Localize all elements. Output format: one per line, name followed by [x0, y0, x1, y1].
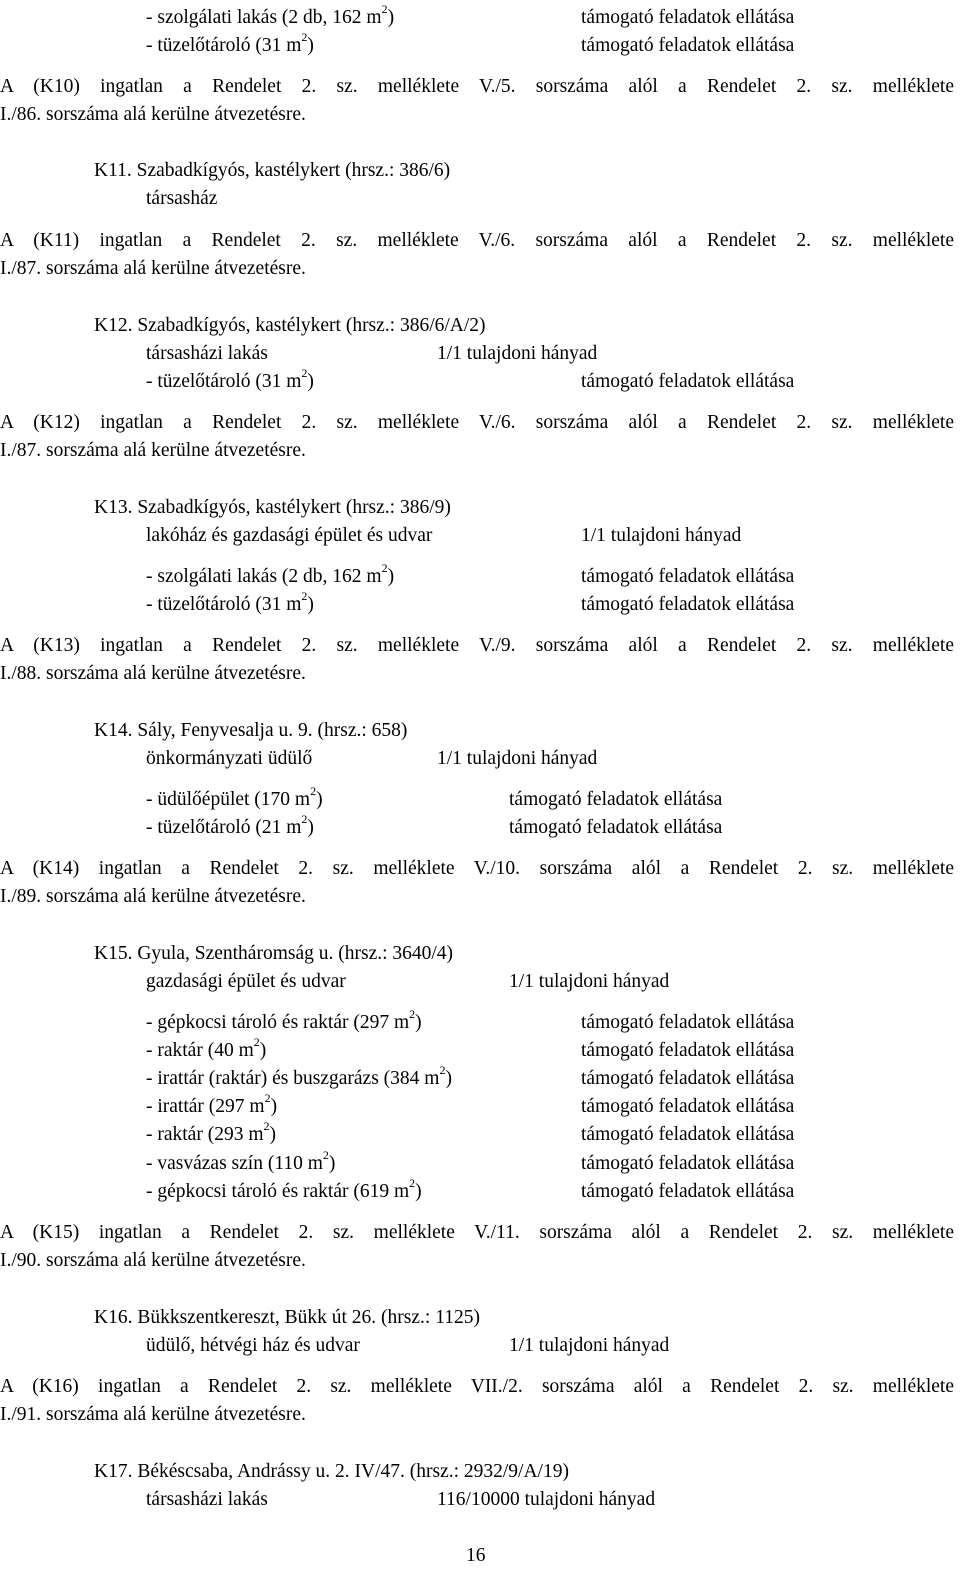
item-status: támogató feladatok ellátása	[581, 7, 795, 28]
transfer-text: A (K11) ingatlan a Rendelet 2. sz. melléklete V./6. sorszáma alól a Rendelet 2. sz. melléklete	[0, 230, 954, 251]
item-label: - szolgálati lakás (2 db, 162 $m^2$)	[146, 561, 395, 587]
property-type: társasházi lakás	[146, 1489, 268, 1510]
property-heading: K11. Szabadkígyós, kastélykert (hrsz.: 386/6)	[94, 160, 451, 181]
item-status: támogató feladatok ellátása	[509, 789, 723, 810]
item-label: - üdülőépület (170 $m^2$)	[146, 784, 323, 810]
item-label: - szolgálati lakás (2 db, 162 $m^2$)	[146, 2, 395, 28]
property-heading: K13. Szabadkígyós, kastélykert (hrsz.: 386/9)	[94, 497, 451, 518]
item-status: támogató feladatok ellátása	[581, 566, 795, 587]
ownership-share: 116/10000 tulajdoni hányad	[437, 1489, 656, 1510]
property-type: önkormányzati üdülő	[146, 748, 313, 769]
item-status: támogató feladatok ellátása	[581, 1153, 795, 1174]
transfer-text: I./91. sorszáma alá kerülne átvezetésre.	[0, 1404, 306, 1425]
item-label: - tüzelőtároló (31 $m^2$)	[146, 589, 314, 615]
ownership-share: 1/1 tulajdoni hányad	[437, 343, 598, 364]
transfer-text: A (K12) ingatlan a Rendelet 2. sz. melléklete V./6. sorszáma alól a Rendelet 2. sz. melléklete	[0, 412, 954, 433]
item-status: támogató feladatok ellátása	[581, 1068, 795, 1089]
item-status: támogató feladatok ellátása	[581, 1040, 795, 1061]
ownership-share: 1/1 tulajdoni hányad	[581, 525, 742, 546]
item-status: támogató feladatok ellátása	[581, 1181, 795, 1202]
property-type: társasház	[146, 188, 218, 209]
page-number: 16	[466, 1545, 486, 1566]
transfer-text: I./87. sorszáma alá kerülne átvezetésre.	[0, 258, 306, 279]
item-status: támogató feladatok ellátása	[581, 371, 795, 392]
item-status: támogató feladatok ellátása	[509, 817, 723, 838]
property-type: gazdasági épület és udvar	[146, 971, 346, 992]
transfer-text: A (K13) ingatlan a Rendelet 2. sz. melléklete V./9. sorszáma alól a Rendelet 2. sz. melléklete	[0, 635, 954, 656]
item-status: támogató feladatok ellátása	[581, 594, 795, 615]
property-heading: K17. Békéscsaba, Andrássy u. 2. IV/47. (hrsz.: 2932/9/A/19)	[94, 1461, 569, 1482]
item-label: - raktár (293 $m^2$)	[146, 1119, 276, 1145]
property-type: lakóház és gazdasági épület és udvar	[146, 525, 433, 546]
transfer-text: A (K10) ingatlan a Rendelet 2. sz. melléklete V./5. sorszáma alól a Rendelet 2. sz. melléklete	[0, 76, 954, 97]
transfer-text: I./88. sorszáma alá kerülne átvezetésre.	[0, 663, 306, 684]
property-heading: K12. Szabadkígyós, kastélykert (hrsz.: 386/6/A/2)	[94, 315, 486, 336]
transfer-text: I./89. sorszáma alá kerülne átvezetésre.	[0, 886, 306, 907]
transfer-text: A (K14) ingatlan a Rendelet 2. sz. melléklete V./10. sorszáma alól a Rendelet 2. sz. melléklete	[0, 858, 954, 879]
item-label: - gépkocsi tároló és raktár (619 $m^2$)	[146, 1176, 422, 1202]
transfer-text: A (K15) ingatlan a Rendelet 2. sz. melléklete V./11. sorszáma alól a Rendelet 2. sz. melléklete	[0, 1222, 954, 1243]
item-status: támogató feladatok ellátása	[581, 35, 795, 56]
ownership-share: 1/1 tulajdoni hányad	[509, 1335, 670, 1356]
transfer-text: I./90. sorszáma alá kerülne átvezetésre.	[0, 1250, 306, 1271]
property-heading: K16. Bükkszentkereszt, Bükk út 26. (hrsz.: 1125)	[94, 1307, 480, 1328]
item-status: támogató feladatok ellátása	[581, 1012, 795, 1033]
item-label: - raktár (40 $m^2$)	[146, 1035, 267, 1061]
property-heading: K15. Gyula, Szentháromság u. (hrsz.: 3640/4)	[94, 943, 454, 964]
item-label: - gépkocsi tároló és raktár (297 $m^2$)	[146, 1007, 422, 1033]
ownership-share: 1/1 tulajdoni hányad	[437, 748, 598, 769]
transfer-text: I./86. sorszáma alá kerülne átvezetésre.	[0, 104, 306, 125]
item-label: - tüzelőtároló (31 $m^2$)	[146, 366, 314, 392]
ownership-share: 1/1 tulajdoni hányad	[509, 971, 670, 992]
item-status: támogató feladatok ellátása	[581, 1096, 795, 1117]
item-status: támogató feladatok ellátása	[581, 1124, 795, 1145]
item-label: - irattár (raktár) és buszgarázs (384 $m^2$)	[146, 1063, 452, 1089]
property-type: üdülő, hétvégi ház és udvar	[146, 1335, 360, 1356]
property-heading: K14. Sály, Fenyvesalja u. 9. (hrsz.: 658)	[94, 720, 408, 741]
transfer-text: I./87. sorszáma alá kerülne átvezetésre.	[0, 440, 306, 461]
property-type: társasházi lakás	[146, 343, 268, 364]
item-label: - vasvázas szín (110 $m^2$)	[146, 1148, 336, 1174]
item-label: - tüzelőtároló (21 $m^2$)	[146, 812, 314, 838]
item-label: - tüzelőtároló (31 $m^2$)	[146, 30, 314, 56]
item-label: - irattár (297 $m^2$)	[146, 1091, 278, 1117]
transfer-text: A (K16) ingatlan a Rendelet 2. sz. melléklete VII./2. sorszáma alól a Rendelet 2. sz. melléklete	[0, 1376, 954, 1397]
